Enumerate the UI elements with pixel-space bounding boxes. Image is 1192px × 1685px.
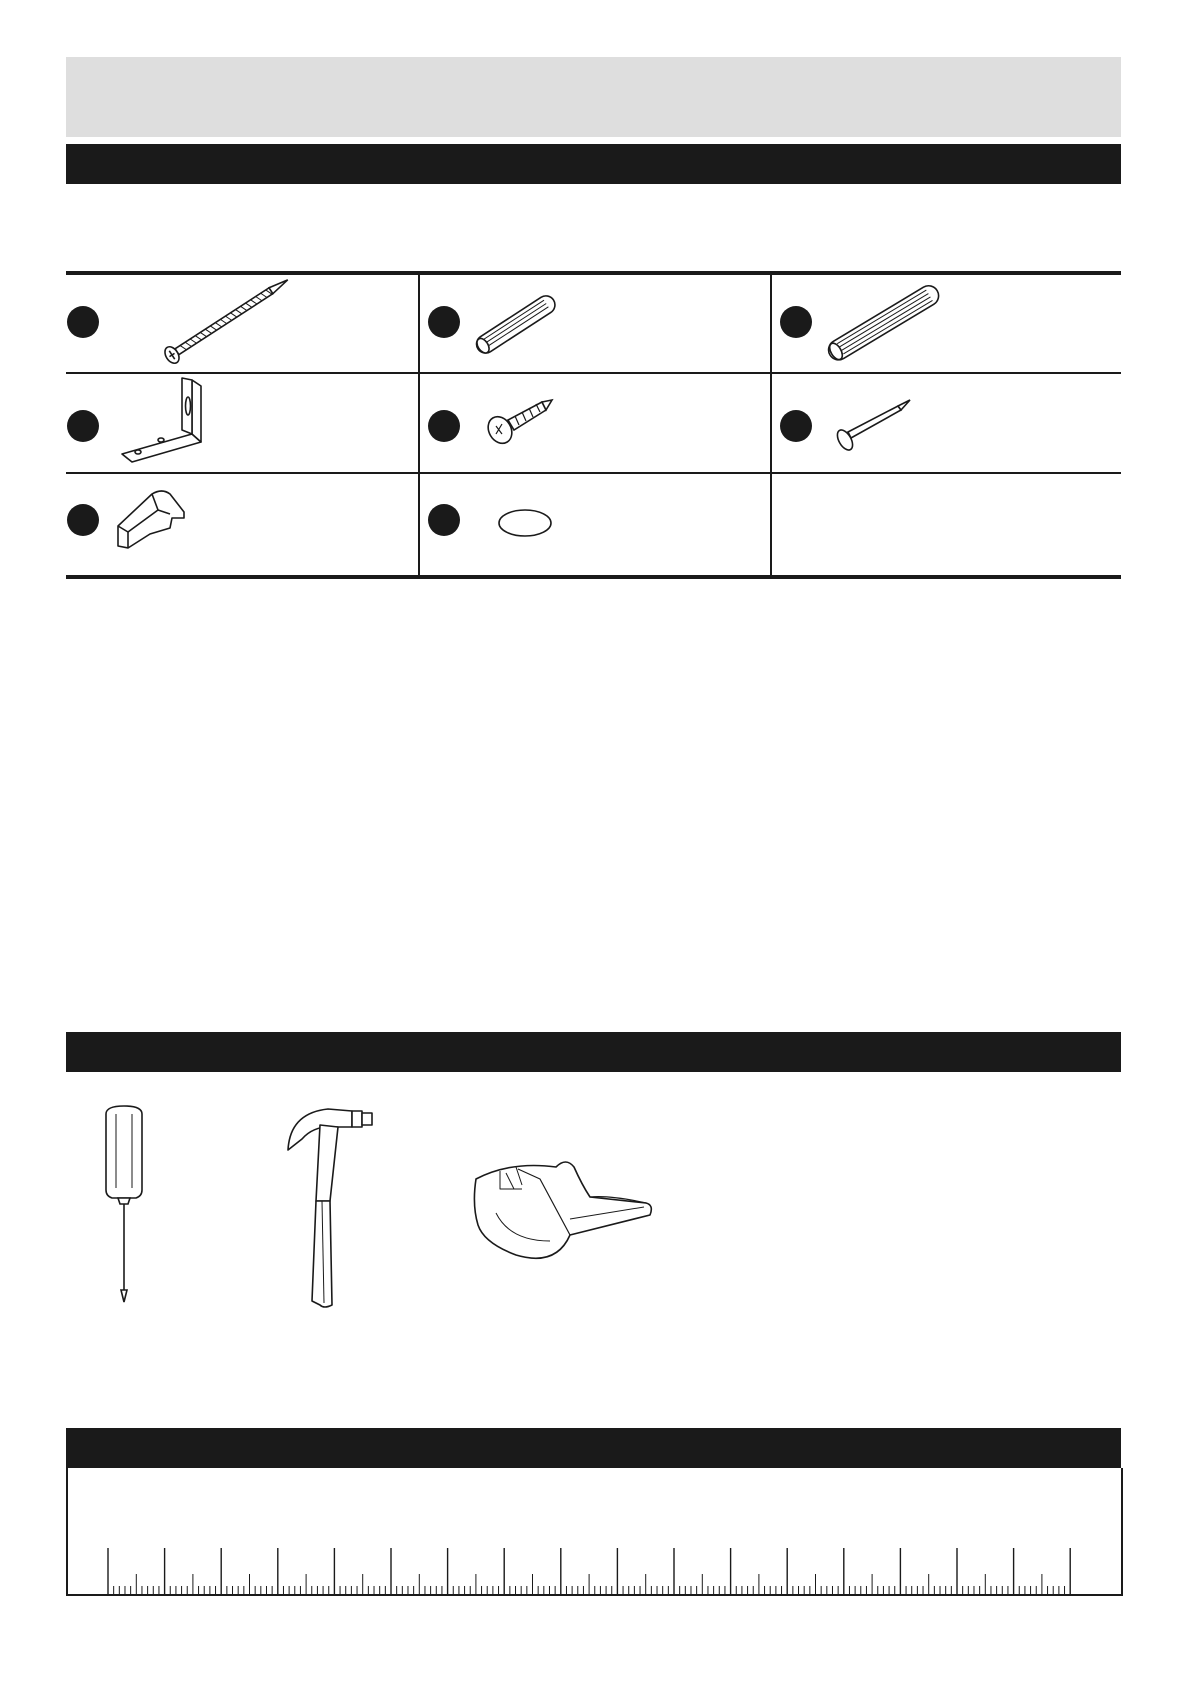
- fittings-table: [66, 271, 1121, 579]
- page-header: [66, 57, 1121, 137]
- nail-icon: [770, 374, 1122, 472]
- measuring-ruler: [66, 1468, 1123, 1596]
- hammer-icon: [280, 1105, 400, 1315]
- fitting-cell: [66, 275, 418, 375]
- pan-head-screw-icon: [418, 374, 770, 472]
- short-dowel-icon: [418, 275, 770, 372]
- fitting-cell-empty: [770, 474, 1122, 574]
- cam-clip-icon: [66, 474, 418, 572]
- fitting-cell: [770, 374, 1122, 474]
- fitting-cell: [418, 474, 770, 574]
- fitting-cell: [770, 275, 1122, 375]
- screwdriver-icon: [90, 1100, 160, 1310]
- ruler-scale: [68, 1468, 1121, 1594]
- fitting-cell: [418, 374, 770, 474]
- long-screw-icon: [66, 275, 418, 372]
- long-dowel-icon: [770, 275, 1122, 372]
- safety-glasses-icon: [470, 1155, 660, 1275]
- fitting-cell: [418, 275, 770, 375]
- l-bracket-icon: [66, 374, 418, 472]
- fitting-cell: [66, 374, 418, 474]
- fitting-cell: [66, 474, 418, 574]
- cover-cap-icon: [418, 474, 770, 572]
- ruler-section-bar: [66, 1428, 1121, 1468]
- tools-section-bar: [66, 1032, 1121, 1072]
- fittings-section-bar: [66, 144, 1121, 184]
